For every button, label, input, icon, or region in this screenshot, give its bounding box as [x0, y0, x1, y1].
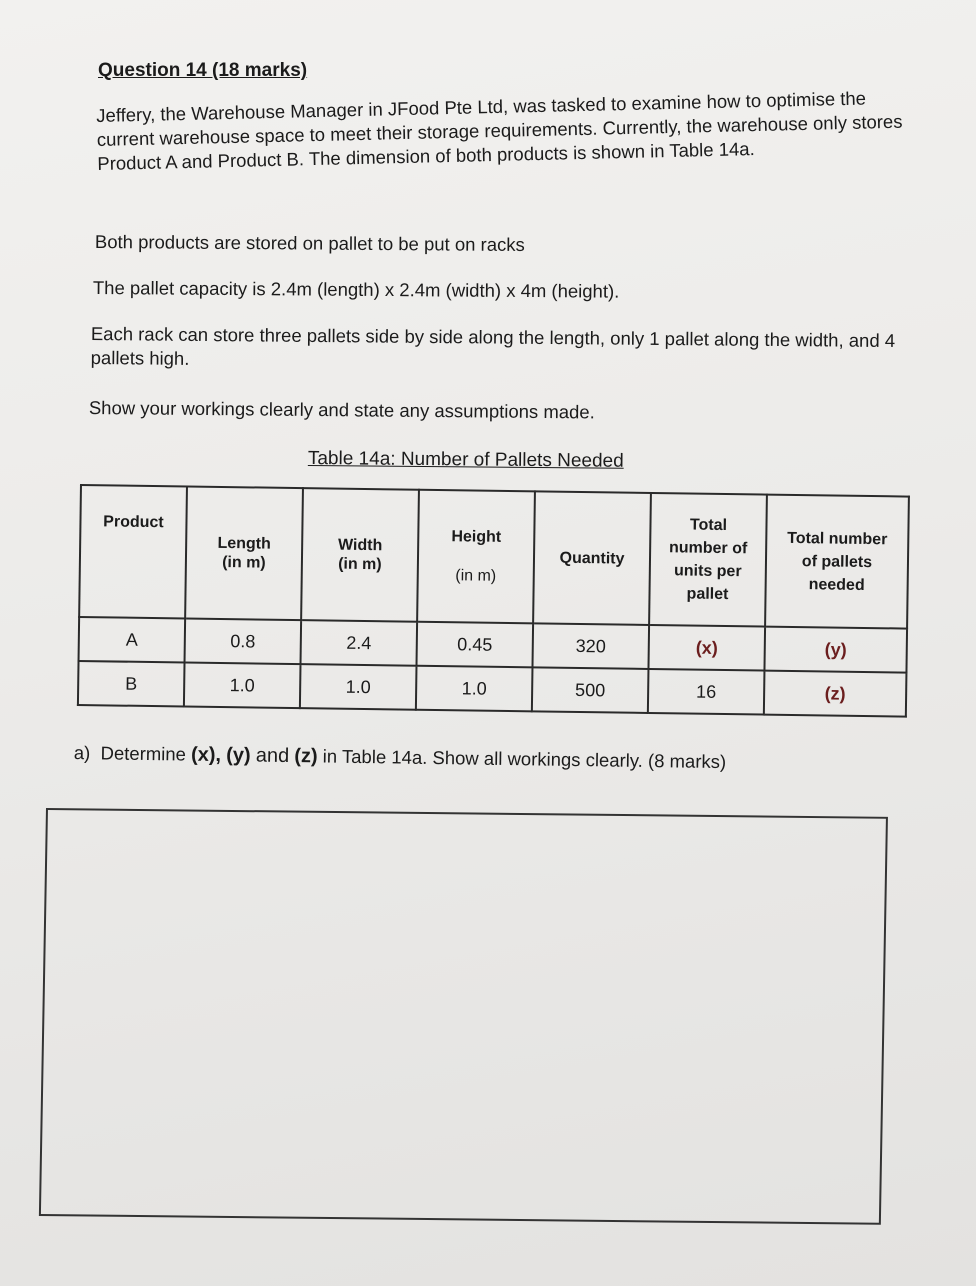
- part-a-label: a): [73, 742, 91, 764]
- cell-quantity: 320: [532, 623, 649, 669]
- header-units-per-pallet: [649, 493, 767, 627]
- part-a-var-z: (z): [294, 745, 318, 768]
- cell-units-per-pallet: 16: [648, 669, 765, 715]
- header-width-line2: (in m): [338, 555, 382, 574]
- intro-paragraph: Jeffery, the Warehouse Manager in JFood Pte Ltd, was tasked to examine how to optimise the current warehouse space to meet their storage requirements. Currently, the warehouse only stores Product A and Product B. The dimension of both products is shown in Table 14a.: [96, 87, 903, 174]
- header-total-line2: of pallets: [801, 552, 873, 571]
- cell-height: 0.45: [416, 622, 533, 668]
- header-length-line1: Length: [217, 534, 271, 553]
- cell-quantity: 500: [532, 667, 649, 713]
- cell-units-per-pallet: (x): [648, 625, 765, 671]
- header-units-line2: number of: [668, 539, 748, 558]
- header-length-line2: (in m): [222, 553, 266, 572]
- header-product-label: Product: [103, 513, 164, 532]
- header-quantity-label: Quantity: [559, 549, 625, 568]
- header-units-line4: pallet: [686, 585, 729, 604]
- part-a-var-y: (y): [226, 744, 251, 767]
- cell-product: A: [79, 617, 186, 662]
- part-a-and: and: [255, 744, 290, 768]
- cell-length: 0.8: [185, 618, 302, 664]
- pallet-capacity-statement: The pallet capacity is 2.4m (length) x 2.4m (width) x 4m (height).: [92, 276, 620, 302]
- header-total-line3: needed: [808, 575, 865, 594]
- cell-product: B: [78, 661, 185, 706]
- pallets-table: [77, 484, 910, 718]
- part-a-var-x: (x),: [190, 743, 222, 767]
- rack-capacity-statement: Each rack can store three pallets side by side along the length, only 1 pallet along the width, and 4 pallets high.: [90, 322, 896, 369]
- header-total-pallets: [765, 495, 909, 629]
- header-width: [301, 488, 419, 622]
- part-a-question: [74, 742, 727, 774]
- header-length: [185, 486, 303, 620]
- pallets-table-container: [77, 484, 908, 718]
- cell-width: 2.4: [301, 620, 418, 666]
- table-header-row: [79, 485, 909, 629]
- header-units-line1: Total: [689, 516, 728, 535]
- part-a-text-before: Determine: [100, 742, 187, 765]
- table-caption: Table 14a: Number of Pallets Needed: [307, 448, 624, 472]
- header-height-line2: (in m): [455, 567, 497, 585]
- storage-statement: Both products are stored on pallet to be put on racks: [94, 230, 525, 256]
- cell-height: 1.0: [416, 666, 533, 712]
- header-height-line1: Height: [451, 528, 502, 546]
- part-a-text-after: in Table 14a. Show all workings clearly. (8 marks): [322, 745, 727, 773]
- header-units-line3: units per: [673, 562, 742, 581]
- question-title: Question 14 (18 marks): [98, 60, 308, 81]
- header-quantity: [533, 491, 651, 625]
- cell-total-pallets: (z): [764, 671, 907, 717]
- header-height: [417, 490, 535, 624]
- header-product: [79, 485, 187, 618]
- header-width-line1: Width: [337, 536, 383, 555]
- cell-width: 1.0: [300, 664, 417, 710]
- header-total-line1: Total number: [787, 529, 888, 548]
- workings-instruction: Show your workings clearly and state any assumptions made.: [88, 396, 595, 423]
- answer-box[interactable]: [39, 808, 888, 1225]
- cell-length: 1.0: [184, 662, 301, 708]
- cell-total-pallets: (y): [764, 627, 907, 673]
